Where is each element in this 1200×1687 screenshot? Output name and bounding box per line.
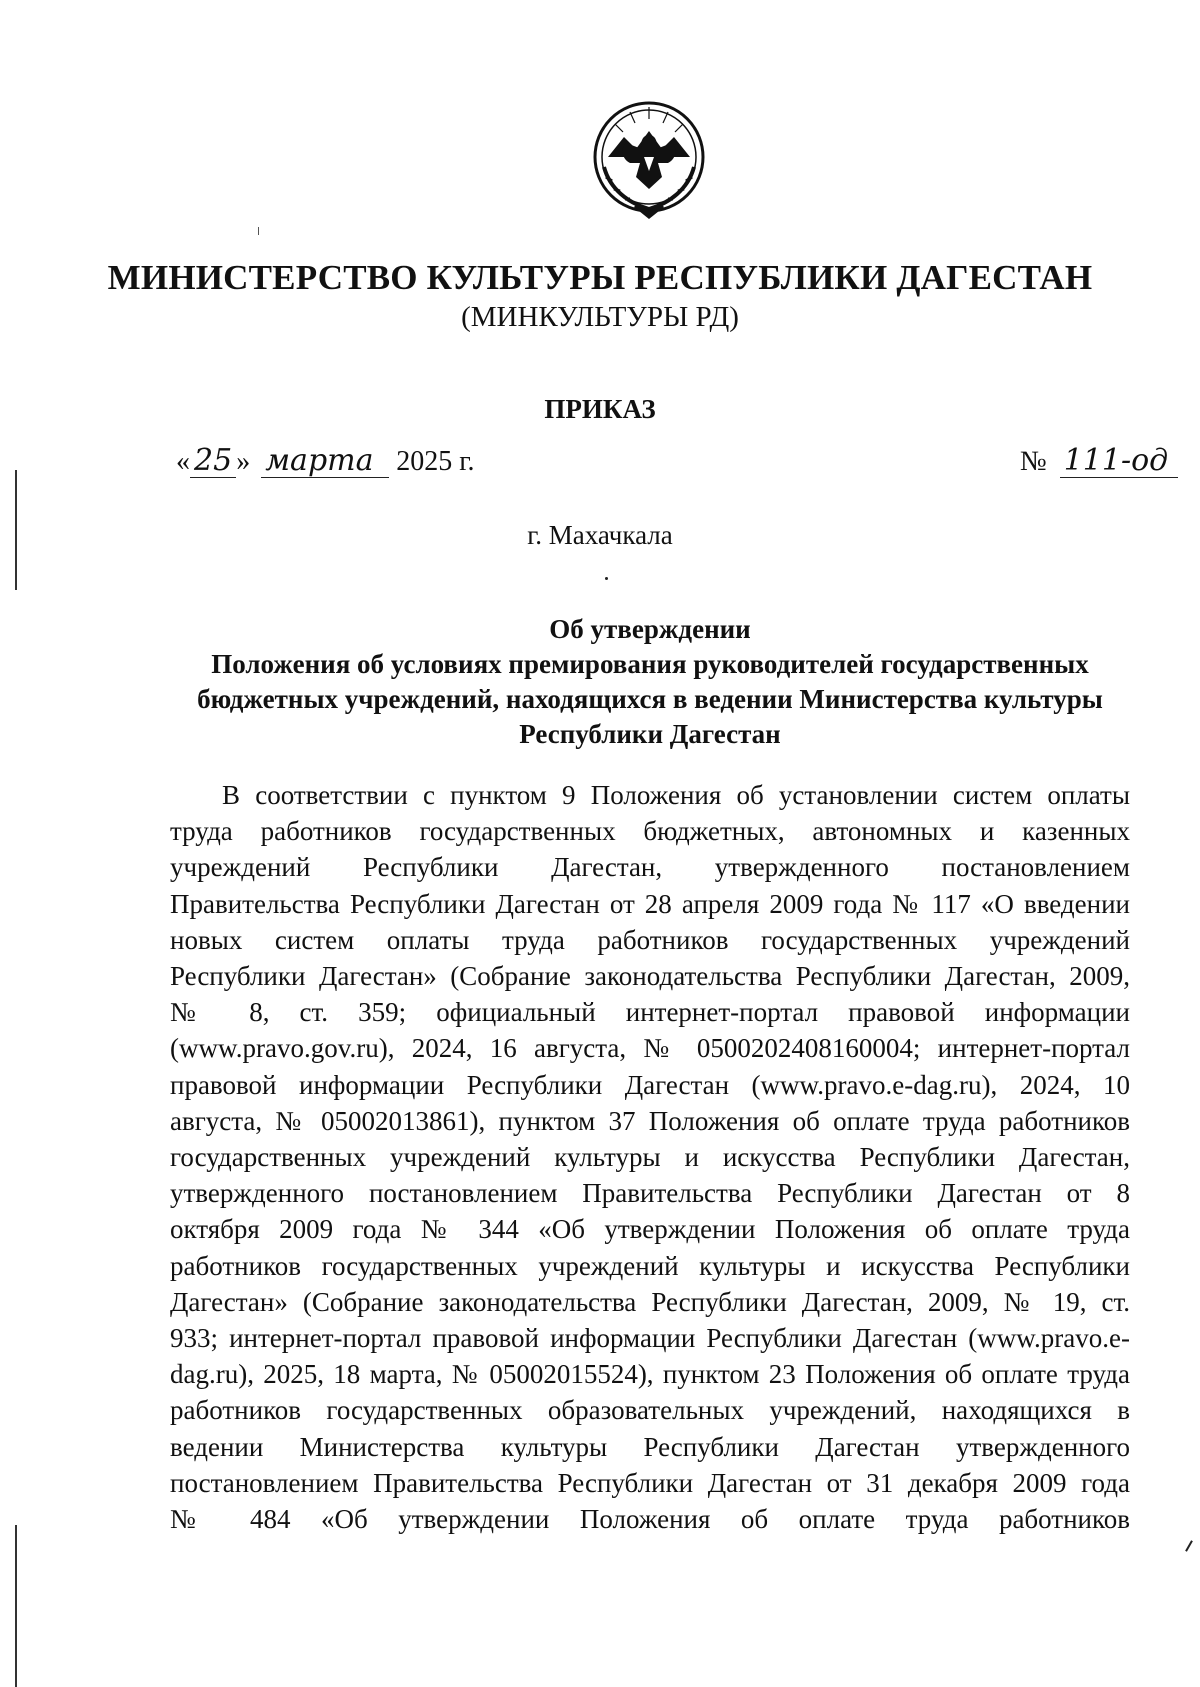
title-line: Об утверждении <box>549 614 751 644</box>
body-line: Дагестан» (Собрание законодательства Республики Дагестан, 2009, № 19, ст. <box>170 1286 1130 1317</box>
document-body <box>170 777 1130 1537</box>
scan-edge-mark <box>15 1525 17 1687</box>
title-line: Положения об условиях премирования руководителей государственных <box>211 649 1089 679</box>
number-label: № <box>1020 446 1047 477</box>
title-line: Республики Дагестан <box>519 719 781 749</box>
body-line: (www.pravo.gov.ru), 2024, 16 августа, № 0500202408160004; интернет-портал <box>170 1033 1130 1064</box>
body-line: 933; интернет-портал правовой информации Республики Дагестан (www.pravo.e- <box>170 1323 1130 1354</box>
scan-artifact-mark <box>1185 1540 1193 1551</box>
body-line: августа, № 05002013861), пунктом 37 Положения об оплате труда работников <box>170 1105 1130 1136</box>
body-line: постановлением Правительства Республики Дагестан от 31 декабря 2009 года <box>170 1467 1130 1498</box>
city: г. Махачкала <box>527 520 673 550</box>
scan-dot-mark <box>605 577 608 580</box>
body-line: № 484 «Об утверждении Положения об оплате труда работников <box>170 1504 1130 1535</box>
body-line: работников государственных учреждений культуры и искусства Республики <box>170 1250 1130 1281</box>
body-line: правовой информации Республики Дагестан (www.pravo.e-dag.ru), 2024, 10 <box>170 1069 1130 1100</box>
date-open-quote: « <box>176 446 190 477</box>
date-year: 2025 г. <box>396 446 475 477</box>
scan-artifact-mark <box>258 227 264 235</box>
body-line: труда работников государственных бюджетных, автономных и казенных <box>170 816 1130 847</box>
body-line: Правительства Республики Дагестан от 28 апреля 2009 года № 117 «О введении <box>170 888 1130 919</box>
coat-of-arms-emblem-icon <box>590 97 708 221</box>
ministry-short-name: (МИНКУЛЬТУРЫ РД) <box>461 301 739 333</box>
body-line: В соответствии с пунктом 9 Положения об установлении систем оплаты <box>222 780 1130 810</box>
date-month-handwritten: марта <box>261 445 389 478</box>
document-title <box>170 612 1130 752</box>
date-day-handwritten: 25 <box>190 445 236 478</box>
number-value-handwritten: 111-од <box>1060 445 1178 478</box>
body-line: октября 2009 года № 344 «Об утверждении Положения об оплате труда <box>170 1214 1130 1245</box>
body-line: государственных учреждений культуры и искусства Республики Дагестан, <box>170 1142 1130 1173</box>
body-line: № 8, ст. 359; официальный интернет-портал правовой информации <box>170 997 1130 1028</box>
ministry-name: МИНИСТЕРСТВО КУЛЬТУРЫ РЕСПУБЛИКИ ДАГЕСТАН <box>107 258 1093 297</box>
order-number <box>1020 445 1178 478</box>
body-line: Республики Дагестан» (Собрание законодательства Республики Дагестан, 2009, <box>170 961 1130 992</box>
date-close-quote: » <box>236 446 251 477</box>
body-line: dag.ru), 2025, 18 марта, № 05002015524), пунктом 23 Положения об оплате труда <box>170 1359 1130 1390</box>
body-line: утвержденного постановлением Правительства Республики Дагестан от 8 <box>170 1178 1130 1209</box>
document-type: ПРИКАЗ <box>544 394 656 424</box>
body-line: новых систем оплаты труда работников государственных учреждений <box>170 924 1130 955</box>
body-line: учреждений Республики Дагестан, утвержденного постановлением <box>170 852 1130 883</box>
body-line: ведении Министерства культуры Республики Дагестан утвержденного <box>170 1431 1130 1462</box>
body-line: работников государственных образовательных учреждений, находящихся в <box>170 1395 1130 1426</box>
title-line: бюджетных учреждений, находящихся в ведении Министерства культуры <box>197 684 1103 714</box>
order-date <box>176 445 475 478</box>
